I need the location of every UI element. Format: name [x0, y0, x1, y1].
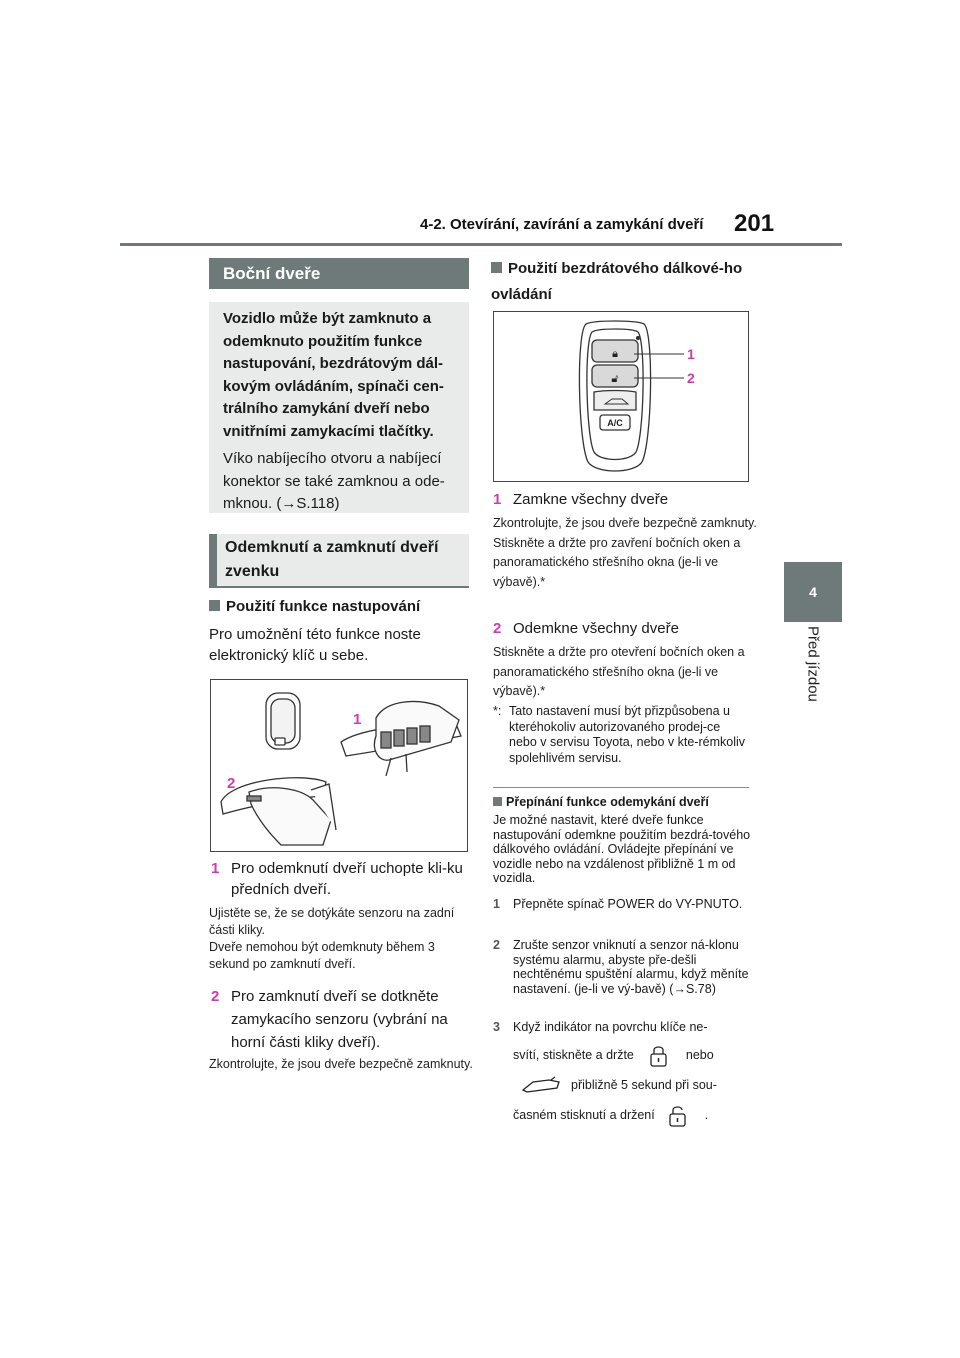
- step-number: 1: [493, 897, 500, 911]
- step-number: 2: [211, 988, 220, 1005]
- chapter-label: [786, 626, 840, 726]
- step-line-3: [513, 1075, 751, 1097]
- intro-box: [209, 302, 469, 513]
- footnote-mark: *:: [493, 704, 502, 718]
- key-fob-drawing: [494, 312, 750, 483]
- right-step-2: [493, 618, 753, 639]
- right-step-2-note: Stiskněte a držte pro otevření bočních oken a panoramatického střešního okna (je-li ve výbavě).*: [493, 645, 745, 698]
- step-text: Pro zamknutí dveří se dotkněte zamykacího senzoru (vybrání na horní části kliky dveří).: [231, 988, 448, 1051]
- chapter-tab[interactable]: 4: [784, 562, 842, 622]
- door-handle-drawing: [211, 680, 469, 853]
- step-text: Odemkne všechny dveře: [513, 620, 679, 637]
- fig1-callout-2: 2: [227, 775, 236, 792]
- fig2-callout-2: 2: [687, 370, 695, 386]
- step-line-2b: nebo: [685, 1048, 714, 1063]
- left-step-1: [211, 858, 471, 900]
- door-handle-illustration: [210, 679, 468, 852]
- lock-icon: 🔒︎: [612, 347, 618, 360]
- unlock-icon: 🔓︎: [611, 372, 619, 385]
- section-heading-outside-text: Odemknutí a zamknutí dveří zvenku: [225, 539, 439, 580]
- header-rule: [120, 243, 842, 246]
- entry-function-text: Pro umožnění této funkce noste elektronický klíč u sebe.: [209, 626, 421, 664]
- fig2-callout-1: 1: [687, 346, 695, 362]
- intro-text: Víko nabíjecího otvoru a nabíjecí konektor se také zamknou a ode-mknou. (→S.118): [223, 450, 445, 512]
- step-number: 1: [211, 860, 220, 877]
- right-substep-3: [493, 1020, 751, 1128]
- step-line-1: Když indikátor na povrchu klíče ne-: [513, 1020, 708, 1034]
- left-step-2: [211, 985, 473, 1054]
- unlock-switch-text: Je možné nastavit, které dveře funkce nastupování odemkne použitím bezdrá-tového dálkového ovládání. Ovládejte přepínání ve vozidle nebo na vzdálenost přibližně 1 m od vozidla.: [493, 813, 751, 886]
- right-substep-1: [493, 897, 751, 912]
- step-text: Zamkne všechny dveře: [513, 491, 669, 508]
- step-line-4b: .: [704, 1108, 709, 1123]
- subheading-remote-control: [491, 256, 761, 308]
- back-door-icon: [521, 1076, 561, 1096]
- section-heading-outside: [209, 534, 469, 588]
- right-step-1: [493, 489, 753, 510]
- square-bullet-icon: [209, 600, 220, 611]
- key-fob-body-icon: [579, 321, 650, 471]
- subheading-unlock-switch: [493, 795, 753, 809]
- lock-icon: [646, 1044, 672, 1068]
- key-fob-icon: [266, 693, 300, 749]
- step-line-2: [513, 1044, 751, 1068]
- step-line-2a: svítí, stiskněte a držte: [513, 1048, 634, 1063]
- footnote-text: Tato nastavení musí být přizpůsobena u kteréhokoliv autorizovaného prodej-ce nebo v servisu Toyota, nebo v kte-rémkoliv spolehlivém servisu.: [509, 704, 745, 765]
- header-section-title: 4-2. Otevírání, zavírání a zamykání dveří: [420, 216, 704, 233]
- subheading-entry-function: [209, 596, 479, 618]
- step-number: 3: [493, 1020, 500, 1034]
- divider: [493, 787, 749, 788]
- step-text: Přepněte spínač POWER do VY-PNUTO.: [513, 897, 743, 911]
- left-step-2-note: Zkontrolujte, že jsou dveře bezpečně zamknuty.: [209, 1057, 473, 1071]
- subheading-unlock-switch-text: Přepínání funkce odemykání dveří: [506, 795, 709, 809]
- step-number: 2: [493, 620, 502, 637]
- step-line-4: [513, 1104, 751, 1128]
- intro-bold-text: Vozidlo může být zamknuto a odemknuto použitím funkce nastupování, bezdrátovým dál-kovým ovládáním, spínači cen-trálního zamykání dveří nebo vnitřními zamykacími tlačítky.: [223, 310, 444, 440]
- footnote: [493, 704, 751, 766]
- right-step-1-note: Zkontrolujte, že jsou dveře bezpečně zamknuty. Stiskněte a držte pro zavření bočních oken a panoramatického střešního okna (je-li ve výbavě).*: [493, 516, 757, 589]
- chapter-label-text: Před jízdou: [804, 626, 822, 702]
- step-number: 1: [493, 491, 502, 508]
- page-number: 201: [734, 210, 775, 237]
- right-substep-2: [493, 938, 751, 996]
- step-text: Zrušte senzor vniknutí a senzor ná-klonu systému alarmu, abyste pře-dešli nechtěnému spuštění alarmu, když měníte nastavení. (je-li ve vý-bavě) (→S.78): [513, 938, 749, 996]
- square-bullet-icon: [491, 262, 502, 273]
- left-step-1-note: Ujistěte se, že se dotýkáte senzoru na zadní části kliky. Dveře nemohou být odemknuty během 3 sekund po zamknutí dveří.: [209, 906, 455, 971]
- step-line-3-text: přibližně 5 sekund při sou-: [571, 1078, 717, 1093]
- ac-button-label: A/C: [607, 418, 623, 428]
- step-line-4a: časném stisknutí a držení: [513, 1108, 655, 1123]
- subheading-entry-function-text: Použití funkce nastupování: [226, 598, 421, 615]
- fig1-callout-1: 1: [353, 711, 362, 728]
- step-number: 2: [493, 938, 500, 952]
- unlock-icon: [665, 1104, 691, 1128]
- subheading-remote-control-text: Použití bezdrátového dálkové-ho ovládání: [491, 260, 743, 303]
- handle-hand-lower-icon: [221, 778, 336, 845]
- key-fob-illustration: [493, 311, 749, 482]
- square-bullet-icon: [493, 797, 502, 806]
- step-text: Pro odemknutí dveří uchopte kli-ku předních dveří.: [231, 860, 463, 898]
- section-heading-side-doors: Boční dveře: [209, 258, 469, 289]
